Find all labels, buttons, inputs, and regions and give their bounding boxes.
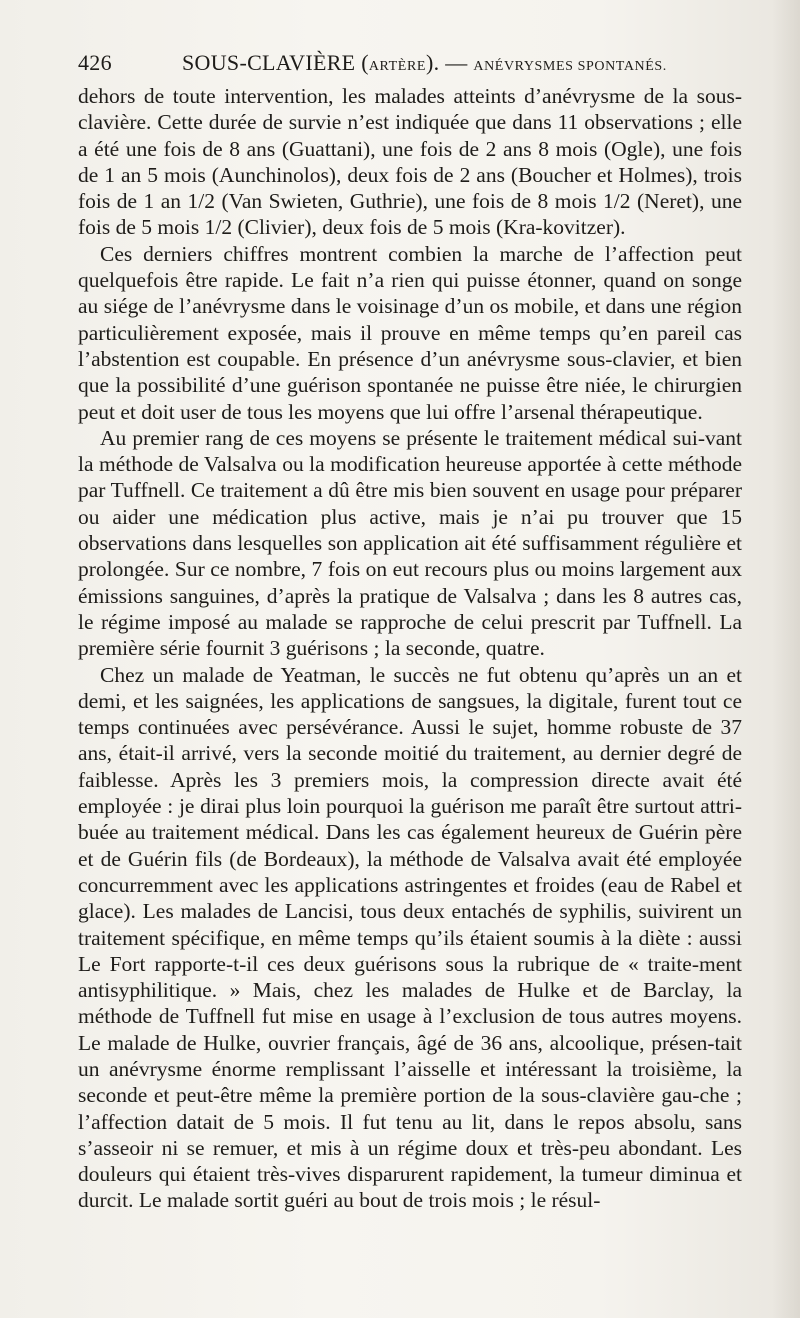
running-title-close: ). [426,50,440,75]
running-header [78,40,748,80]
paragraph: Au premier rang de ces moyens se présente le traitement médical sui-vant la méthode de Valsalva ou la modification heureuse apportée à cette méthode par Tuffnell. Ce traitement a dû être mis bien souvent en usage pour préparer ou aider une médication plus active, mais je n’ai pu trouver que 15 observations dans lesquelles son application ait été suffisamment régulière et prolongée. Sur ce nombre, 7 fois on eut recours plus ou moins largement aux émissions sanguines, d’après la pratique de Valsalva ; dans les 8 autres cas, le régime imposé au malade se rapproche de celui prescrit par Tuffnell. La première série fournit 3 guérisons ; la seconde, quatre. [78,425,742,661]
body-text [78,83,742,1214]
page-number: 426 [78,50,112,75]
running-title-section: ANÉVRYSMES SPONTANÉS. [473,59,667,74]
running-title-main: SOUS-CLAVIÈRE ( [182,50,369,75]
page-edge-shadow [772,0,800,1318]
paragraph: Ces derniers chiffres montrent combien la marche de l’affection peut quelquefois être rapide. Le fait n’a rien qui puisse étonner, quand on songe au siége de l’anévrysme dans le voisinage d’un os mobile, et dans une région particulièrement exposée, mais il prouve en même temps qu’en pareil cas l’abstention est coupable. En présence d’un anévrysme sous-clavier, et bien que la possibilité d’une guérison spontanée ne puisse être niée, le chirurgien peut et doit user de tous les moyens que lui offre l’arsenal thérapeutique. [78,241,742,424]
paragraph: Chez un malade de Yeatman, le succès ne fut obtenu qu’après un an et demi, et les saignées, les applications de sangsues, la digitale, furent tout ce temps continuées avec persévérance. Aussi le sujet, homme robuste de 37 ans, était-il arrivé, vers la seconde moitié du traitement, au dernier degré de faiblesse. Après les 3 premiers mois, la compression directe avait été employée : je dirai plus loin pourquoi la guérison me paraît être surtout attri-buée au traitement médical. Dans les cas également heureux de Guérin père et de Guérin fils (de Bordeaux), la méthode de Valsalva avait été employée concurremment avec les applications astringentes et froides (eau de Rabel et glace). Les malades de Lancisi, tous deux entachés de syphilis, suivirent un traitement spécifique, en même temps qu’ils étaient soumis à la diète : aussi Le Fort rapporte-t-il ces deux guérisons sous la rubrique de « traite-ment antisyphilitique. » Mais, chez les malades de Hulke et de Barclay, la méthode de Tuffnell fut mise en usage à l’exclusion de tous autres moyens. Le malade de Hulke, ouvrier français, âgé de 36 ans, alcoolique, présen-tait un anévrysme énorme remplissant l’aisselle et intéressant la troisième, la seconde et peut-être même la première portion de la sous-clavière gau-che ; l’affection datait de 5 mois. Il fut tenu au lit, dans le repos absolu, sans s’asseoir ni se remuer, et mis à un régime doux et très-peu abondant. Les douleurs qui étaient très-vives disparurent rapidement, la tumeur diminua et durcit. Le malade sortit guéri au bout de trois mois ; le résul- [78,662,742,1213]
running-title-dash: — [439,50,474,75]
running-title-artere: ARTÈRE [368,59,427,74]
paragraph-continuation: dehors de toute intervention, les malades atteints d’anévrysme de la sous-clavière. Cette durée de survie n’est indiquée que dans 11 observations ; elle a été une fois de 8 ans (Guattani), une fois de 2 ans 8 mois (Ogle), une fois de 1 an 5 mois (Aunchinolos), deux fois de 2 ans (Boucher et Holmes), trois fois de 1 an 1/2 (Van Swieten, Guthrie), une fois de 8 mois 1/2 (Neret), une fois de 5 mois 1/2 (Clivier), deux fois de 5 mois (Kra-kovitzer). [78,84,742,240]
running-title [182,50,667,76]
